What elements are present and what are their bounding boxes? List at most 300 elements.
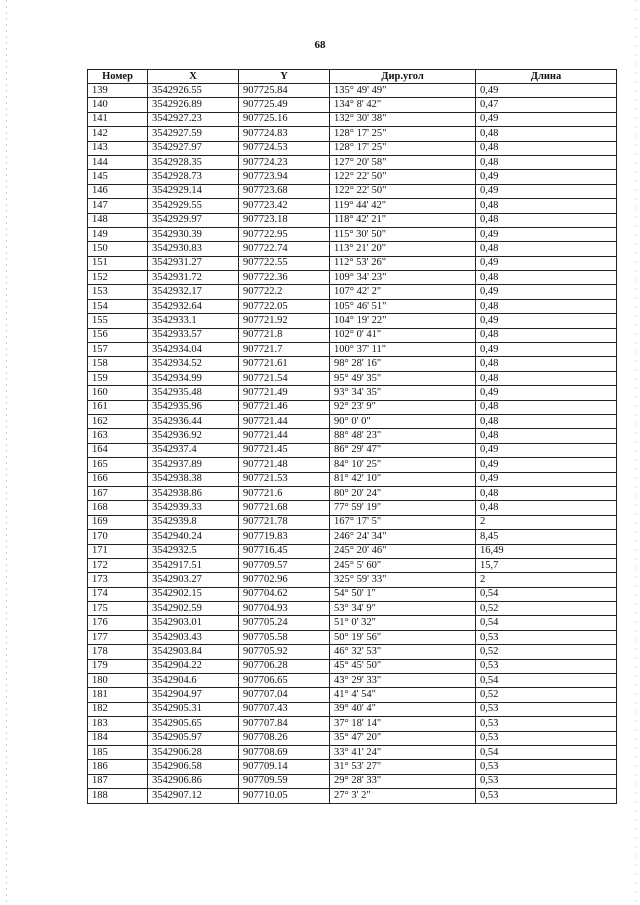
table-row [88, 213, 617, 227]
cell-length: 0,49 [476, 84, 617, 98]
cell-number: 148 [88, 213, 148, 227]
cell-length: 0,53 [476, 630, 617, 644]
cell-y: 907723.18 [239, 213, 330, 227]
cell-direction-angle: 128° 17' 25" [330, 141, 476, 155]
cell-length: 0,54 [476, 587, 617, 601]
cell-number: 158 [88, 357, 148, 371]
cell-length: 0,48 [476, 486, 617, 500]
cell-x: 3542937.4 [148, 443, 239, 457]
cell-direction-angle: 112° 53' 26" [330, 256, 476, 270]
cell-direction-angle: 245° 20' 46" [330, 544, 476, 558]
cell-y: 907725.49 [239, 98, 330, 112]
cell-length: 0,48 [476, 199, 617, 213]
cell-direction-angle: 43° 29' 33" [330, 674, 476, 688]
table-row [88, 515, 617, 529]
cell-number: 186 [88, 760, 148, 774]
cell-direction-angle: 53° 34' 9" [330, 602, 476, 616]
cell-x: 3542904.97 [148, 688, 239, 702]
cell-direction-angle: 46° 32' 53" [330, 645, 476, 659]
table-row [88, 299, 617, 313]
cell-direction-angle: 84° 10' 25" [330, 458, 476, 472]
table-row [88, 199, 617, 213]
table-row [88, 256, 617, 270]
cell-number: 185 [88, 745, 148, 759]
cell-number: 163 [88, 429, 148, 443]
cell-length: 0,53 [476, 702, 617, 716]
cell-x: 3542904.22 [148, 659, 239, 673]
cell-number: 183 [88, 717, 148, 731]
cell-direction-angle: 54° 50' 1" [330, 587, 476, 601]
cell-number: 181 [88, 688, 148, 702]
cell-direction-angle: 39° 40' 4" [330, 702, 476, 716]
cell-y: 907721.54 [239, 371, 330, 385]
cell-direction-angle: 50° 19' 56" [330, 630, 476, 644]
cell-y: 907707.43 [239, 702, 330, 716]
cell-length: 0,49 [476, 184, 617, 198]
cell-direction-angle: 115° 30' 50" [330, 227, 476, 241]
cell-number: 140 [88, 98, 148, 112]
cell-number: 162 [88, 414, 148, 428]
cell-y: 907707.84 [239, 717, 330, 731]
cell-y: 907721.48 [239, 458, 330, 472]
cell-y: 907721.92 [239, 314, 330, 328]
cell-direction-angle: 102° 0' 41" [330, 328, 476, 342]
table-row [88, 314, 617, 328]
cell-length: 0,53 [476, 659, 617, 673]
table-row [88, 84, 617, 98]
cell-length: 0,49 [476, 458, 617, 472]
cell-y: 907721.44 [239, 414, 330, 428]
cell-x: 3542926.89 [148, 98, 239, 112]
cell-number: 173 [88, 573, 148, 587]
cell-length: 2 [476, 515, 617, 529]
cell-y: 907722.55 [239, 256, 330, 270]
cell-y: 907724.23 [239, 155, 330, 169]
cell-direction-angle: 98° 28' 16" [330, 357, 476, 371]
cell-number: 141 [88, 112, 148, 126]
cell-length: 0,54 [476, 745, 617, 759]
header-number: Номер [88, 70, 148, 84]
cell-x: 3542902.59 [148, 602, 239, 616]
cell-x: 3542939.8 [148, 515, 239, 529]
cell-y: 907721.61 [239, 357, 330, 371]
header-y: Y [239, 70, 330, 84]
cell-x: 3542938.86 [148, 486, 239, 500]
cell-x: 3542931.72 [148, 271, 239, 285]
table-row [88, 587, 617, 601]
cell-direction-angle: 90° 0' 0" [330, 414, 476, 428]
cell-length: 0,49 [476, 227, 617, 241]
cell-length: 0,48 [476, 127, 617, 141]
cell-length: 0,48 [476, 299, 617, 313]
cell-number: 168 [88, 501, 148, 515]
table-row [88, 702, 617, 716]
cell-direction-angle: 325° 59' 33" [330, 573, 476, 587]
table-row [88, 544, 617, 558]
cell-x: 3542939.33 [148, 501, 239, 515]
cell-x: 3542907.12 [148, 789, 239, 803]
header-direction-angle: Дир.угол [330, 70, 476, 84]
cell-x: 3542933.1 [148, 314, 239, 328]
table-row [88, 731, 617, 745]
cell-direction-angle: 45° 45' 50" [330, 659, 476, 673]
cell-x: 3542930.39 [148, 227, 239, 241]
cell-y: 907725.84 [239, 84, 330, 98]
cell-direction-angle: 92° 23' 9" [330, 400, 476, 414]
cell-number: 187 [88, 774, 148, 788]
cell-length: 0,49 [476, 170, 617, 184]
cell-x: 3542930.83 [148, 242, 239, 256]
cell-length: 0,52 [476, 688, 617, 702]
cell-number: 182 [88, 702, 148, 716]
cell-y: 907721.46 [239, 400, 330, 414]
cell-direction-angle: 100° 37' 11" [330, 343, 476, 357]
table-header-row [88, 70, 617, 84]
table-row [88, 184, 617, 198]
cell-number: 155 [88, 314, 148, 328]
cell-x: 3542927.23 [148, 112, 239, 126]
cell-direction-angle: 95° 49' 35" [330, 371, 476, 385]
cell-length: 0,53 [476, 717, 617, 731]
table-row [88, 227, 617, 241]
cell-x: 3542935.96 [148, 400, 239, 414]
cell-number: 150 [88, 242, 148, 256]
table-row [88, 443, 617, 457]
cell-y: 907721.8 [239, 328, 330, 342]
table-row [88, 789, 617, 803]
table-row [88, 343, 617, 357]
cell-number: 142 [88, 127, 148, 141]
cell-direction-angle: 135° 49' 49" [330, 84, 476, 98]
cell-x: 3542904.6 [148, 674, 239, 688]
header-length: Длина [476, 70, 617, 84]
table-row [88, 717, 617, 731]
table-row [88, 112, 617, 126]
table-row [88, 602, 617, 616]
cell-length: 0,53 [476, 731, 617, 745]
cell-number: 175 [88, 602, 148, 616]
table-row [88, 501, 617, 515]
cell-y: 907704.62 [239, 587, 330, 601]
cell-number: 180 [88, 674, 148, 688]
table-row [88, 760, 617, 774]
cell-y: 907721.7 [239, 343, 330, 357]
cell-y: 907722.2 [239, 285, 330, 299]
cell-y: 907705.92 [239, 645, 330, 659]
cell-number: 143 [88, 141, 148, 155]
cell-length: 0,48 [476, 242, 617, 256]
cell-x: 3542936.92 [148, 429, 239, 443]
table-row [88, 429, 617, 443]
cell-length: 8,45 [476, 530, 617, 544]
cell-number: 156 [88, 328, 148, 342]
cell-x: 3542931.27 [148, 256, 239, 270]
cell-length: 0,48 [476, 155, 617, 169]
cell-x: 3542927.97 [148, 141, 239, 155]
cell-number: 172 [88, 558, 148, 572]
cell-number: 147 [88, 199, 148, 213]
cell-x: 3542926.55 [148, 84, 239, 98]
cell-number: 154 [88, 299, 148, 313]
cell-direction-angle: 113° 21' 20" [330, 242, 476, 256]
cell-direction-angle: 105° 46' 51" [330, 299, 476, 313]
cell-y: 907707.04 [239, 688, 330, 702]
cell-direction-angle: 134° 8' 42" [330, 98, 476, 112]
table-row [88, 774, 617, 788]
cell-direction-angle: 107° 42' 2" [330, 285, 476, 299]
cell-number: 166 [88, 472, 148, 486]
table-row [88, 745, 617, 759]
cell-length: 0,48 [476, 357, 617, 371]
page-number: 68 [314, 39, 326, 51]
cell-y: 907721.68 [239, 501, 330, 515]
cell-direction-angle: 29° 28' 33" [330, 774, 476, 788]
cell-y: 907721.6 [239, 486, 330, 500]
cell-x: 3542933.57 [148, 328, 239, 342]
cell-length: 0,54 [476, 616, 617, 630]
cell-length: 0,47 [476, 98, 617, 112]
cell-x: 3542903.01 [148, 616, 239, 630]
cell-x: 3542929.14 [148, 184, 239, 198]
cell-y: 907709.57 [239, 558, 330, 572]
cell-y: 907722.05 [239, 299, 330, 313]
cell-number: 164 [88, 443, 148, 457]
cell-x: 3542929.55 [148, 199, 239, 213]
cell-x: 3542902.15 [148, 587, 239, 601]
cell-direction-angle: 122° 22' 50" [330, 184, 476, 198]
cell-x: 3542934.52 [148, 357, 239, 371]
table-row [88, 271, 617, 285]
table-row [88, 357, 617, 371]
cell-length: 0,49 [476, 314, 617, 328]
cell-number: 178 [88, 645, 148, 659]
cell-length: 0,49 [476, 343, 617, 357]
cell-length: 0,49 [476, 443, 617, 457]
cell-x: 3542938.38 [148, 472, 239, 486]
table-row [88, 674, 617, 688]
cell-y: 907724.53 [239, 141, 330, 155]
table-body [88, 84, 617, 804]
cell-direction-angle: 245° 5' 60" [330, 558, 476, 572]
cell-y: 907723.68 [239, 184, 330, 198]
cell-number: 145 [88, 170, 148, 184]
cell-x: 3542936.44 [148, 414, 239, 428]
cell-number: 170 [88, 530, 148, 544]
cell-length: 0,54 [476, 674, 617, 688]
table-row [88, 371, 617, 385]
scan-edge-left [6, 0, 7, 905]
cell-number: 167 [88, 486, 148, 500]
cell-number: 146 [88, 184, 148, 198]
cell-number: 174 [88, 587, 148, 601]
table-row [88, 414, 617, 428]
cell-direction-angle: 127° 20' 58" [330, 155, 476, 169]
table-row [88, 486, 617, 500]
cell-x: 3542905.97 [148, 731, 239, 745]
cell-number: 149 [88, 227, 148, 241]
cell-length: 0,48 [476, 501, 617, 515]
cell-y: 907723.94 [239, 170, 330, 184]
cell-x: 3542935.48 [148, 386, 239, 400]
cell-y: 907725.16 [239, 112, 330, 126]
cell-direction-angle: 41° 4' 54" [330, 688, 476, 702]
cell-length: 0,53 [476, 774, 617, 788]
table-row [88, 688, 617, 702]
cell-x: 3542934.04 [148, 343, 239, 357]
cell-y: 907709.59 [239, 774, 330, 788]
table-row [88, 630, 617, 644]
table-row [88, 659, 617, 673]
cell-number: 171 [88, 544, 148, 558]
table-row [88, 645, 617, 659]
cell-direction-angle: 118° 42' 21" [330, 213, 476, 227]
cell-direction-angle: 51° 0' 32" [330, 616, 476, 630]
cell-length: 0,52 [476, 645, 617, 659]
cell-direction-angle: 31° 53' 27" [330, 760, 476, 774]
table-row [88, 98, 617, 112]
cell-x: 3542928.73 [148, 170, 239, 184]
cell-y: 907721.44 [239, 429, 330, 443]
table-row [88, 616, 617, 630]
cell-y: 907710.05 [239, 789, 330, 803]
cell-y: 907721.53 [239, 472, 330, 486]
cell-length: 0,48 [476, 429, 617, 443]
cell-number: 153 [88, 285, 148, 299]
cell-y: 907702.96 [239, 573, 330, 587]
cell-x: 3542903.27 [148, 573, 239, 587]
table-row [88, 285, 617, 299]
cell-x: 3542903.84 [148, 645, 239, 659]
cell-x: 3542906.28 [148, 745, 239, 759]
cell-x: 3542932.5 [148, 544, 239, 558]
cell-direction-angle: 128° 17' 25" [330, 127, 476, 141]
cell-x: 3542917.51 [148, 558, 239, 572]
table-row [88, 386, 617, 400]
cell-x: 3542906.86 [148, 774, 239, 788]
cell-y: 907706.65 [239, 674, 330, 688]
cell-length: 2 [476, 573, 617, 587]
cell-y: 907708.69 [239, 745, 330, 759]
cell-direction-angle: 35° 47' 20" [330, 731, 476, 745]
scan-edge-right [635, 0, 636, 905]
cell-length: 0,48 [476, 414, 617, 428]
cell-direction-angle: 93° 34' 35" [330, 386, 476, 400]
cell-length: 0,53 [476, 760, 617, 774]
cell-length: 0,49 [476, 386, 617, 400]
cell-x: 3542937.89 [148, 458, 239, 472]
cell-number: 177 [88, 630, 148, 644]
table-row [88, 127, 617, 141]
cell-length: 0,48 [476, 371, 617, 385]
cell-x: 3542940.24 [148, 530, 239, 544]
cell-y: 907705.24 [239, 616, 330, 630]
cell-y: 907721.49 [239, 386, 330, 400]
cell-length: 15,7 [476, 558, 617, 572]
coordinates-table [87, 69, 617, 804]
cell-direction-angle: 33° 41' 24" [330, 745, 476, 759]
table-row [88, 242, 617, 256]
cell-length: 0,53 [476, 789, 617, 803]
cell-number: 157 [88, 343, 148, 357]
table-row [88, 530, 617, 544]
cell-length: 0,52 [476, 602, 617, 616]
table-row [88, 400, 617, 414]
cell-number: 144 [88, 155, 148, 169]
cell-direction-angle: 167° 17' 5" [330, 515, 476, 529]
cell-y: 907723.42 [239, 199, 330, 213]
cell-number: 151 [88, 256, 148, 270]
cell-y: 907721.78 [239, 515, 330, 529]
cell-number: 159 [88, 371, 148, 385]
cell-length: 16,49 [476, 544, 617, 558]
cell-number: 169 [88, 515, 148, 529]
cell-x: 3542903.43 [148, 630, 239, 644]
cell-length: 0,48 [476, 328, 617, 342]
cell-y: 907722.36 [239, 271, 330, 285]
cell-y: 907704.93 [239, 602, 330, 616]
cell-y: 907722.95 [239, 227, 330, 241]
cell-x: 3542932.64 [148, 299, 239, 313]
cell-direction-angle: 86° 29' 47" [330, 443, 476, 457]
cell-x: 3542905.65 [148, 717, 239, 731]
cell-y: 907709.14 [239, 760, 330, 774]
cell-direction-angle: 37° 18' 14" [330, 717, 476, 731]
table-row [88, 573, 617, 587]
cell-length: 0,49 [476, 112, 617, 126]
cell-direction-angle: 109° 34' 23" [330, 271, 476, 285]
cell-direction-angle: 77° 59' 19" [330, 501, 476, 515]
cell-direction-angle: 132° 30' 38" [330, 112, 476, 126]
cell-x: 3542905.31 [148, 702, 239, 716]
cell-length: 0,48 [476, 400, 617, 414]
cell-direction-angle: 88° 48' 23" [330, 429, 476, 443]
cell-direction-angle: 27° 3' 2" [330, 789, 476, 803]
cell-direction-angle: 119° 44' 42" [330, 199, 476, 213]
table-row [88, 170, 617, 184]
cell-number: 165 [88, 458, 148, 472]
cell-length: 0,49 [476, 256, 617, 270]
table-row [88, 141, 617, 155]
cell-number: 161 [88, 400, 148, 414]
cell-y: 907722.74 [239, 242, 330, 256]
table-row [88, 472, 617, 486]
cell-number: 184 [88, 731, 148, 745]
cell-x: 3542906.58 [148, 760, 239, 774]
cell-y: 907708.26 [239, 731, 330, 745]
cell-length: 0,49 [476, 285, 617, 299]
table-row [88, 328, 617, 342]
cell-number: 152 [88, 271, 148, 285]
header-x: X [148, 70, 239, 84]
cell-direction-angle: 246° 24' 34" [330, 530, 476, 544]
cell-x: 3542928.35 [148, 155, 239, 169]
cell-x: 3542927.59 [148, 127, 239, 141]
cell-number: 179 [88, 659, 148, 673]
cell-y: 907721.45 [239, 443, 330, 457]
cell-direction-angle: 122° 22' 50" [330, 170, 476, 184]
cell-x: 3542934.99 [148, 371, 239, 385]
cell-length: 0,48 [476, 213, 617, 227]
cell-y: 907706.28 [239, 659, 330, 673]
cell-y: 907724.83 [239, 127, 330, 141]
cell-x: 3542929.97 [148, 213, 239, 227]
cell-number: 160 [88, 386, 148, 400]
cell-direction-angle: 81° 42' 10" [330, 472, 476, 486]
cell-length: 0,48 [476, 271, 617, 285]
cell-y: 907719.83 [239, 530, 330, 544]
cell-x: 3542932.17 [148, 285, 239, 299]
cell-length: 0,49 [476, 472, 617, 486]
